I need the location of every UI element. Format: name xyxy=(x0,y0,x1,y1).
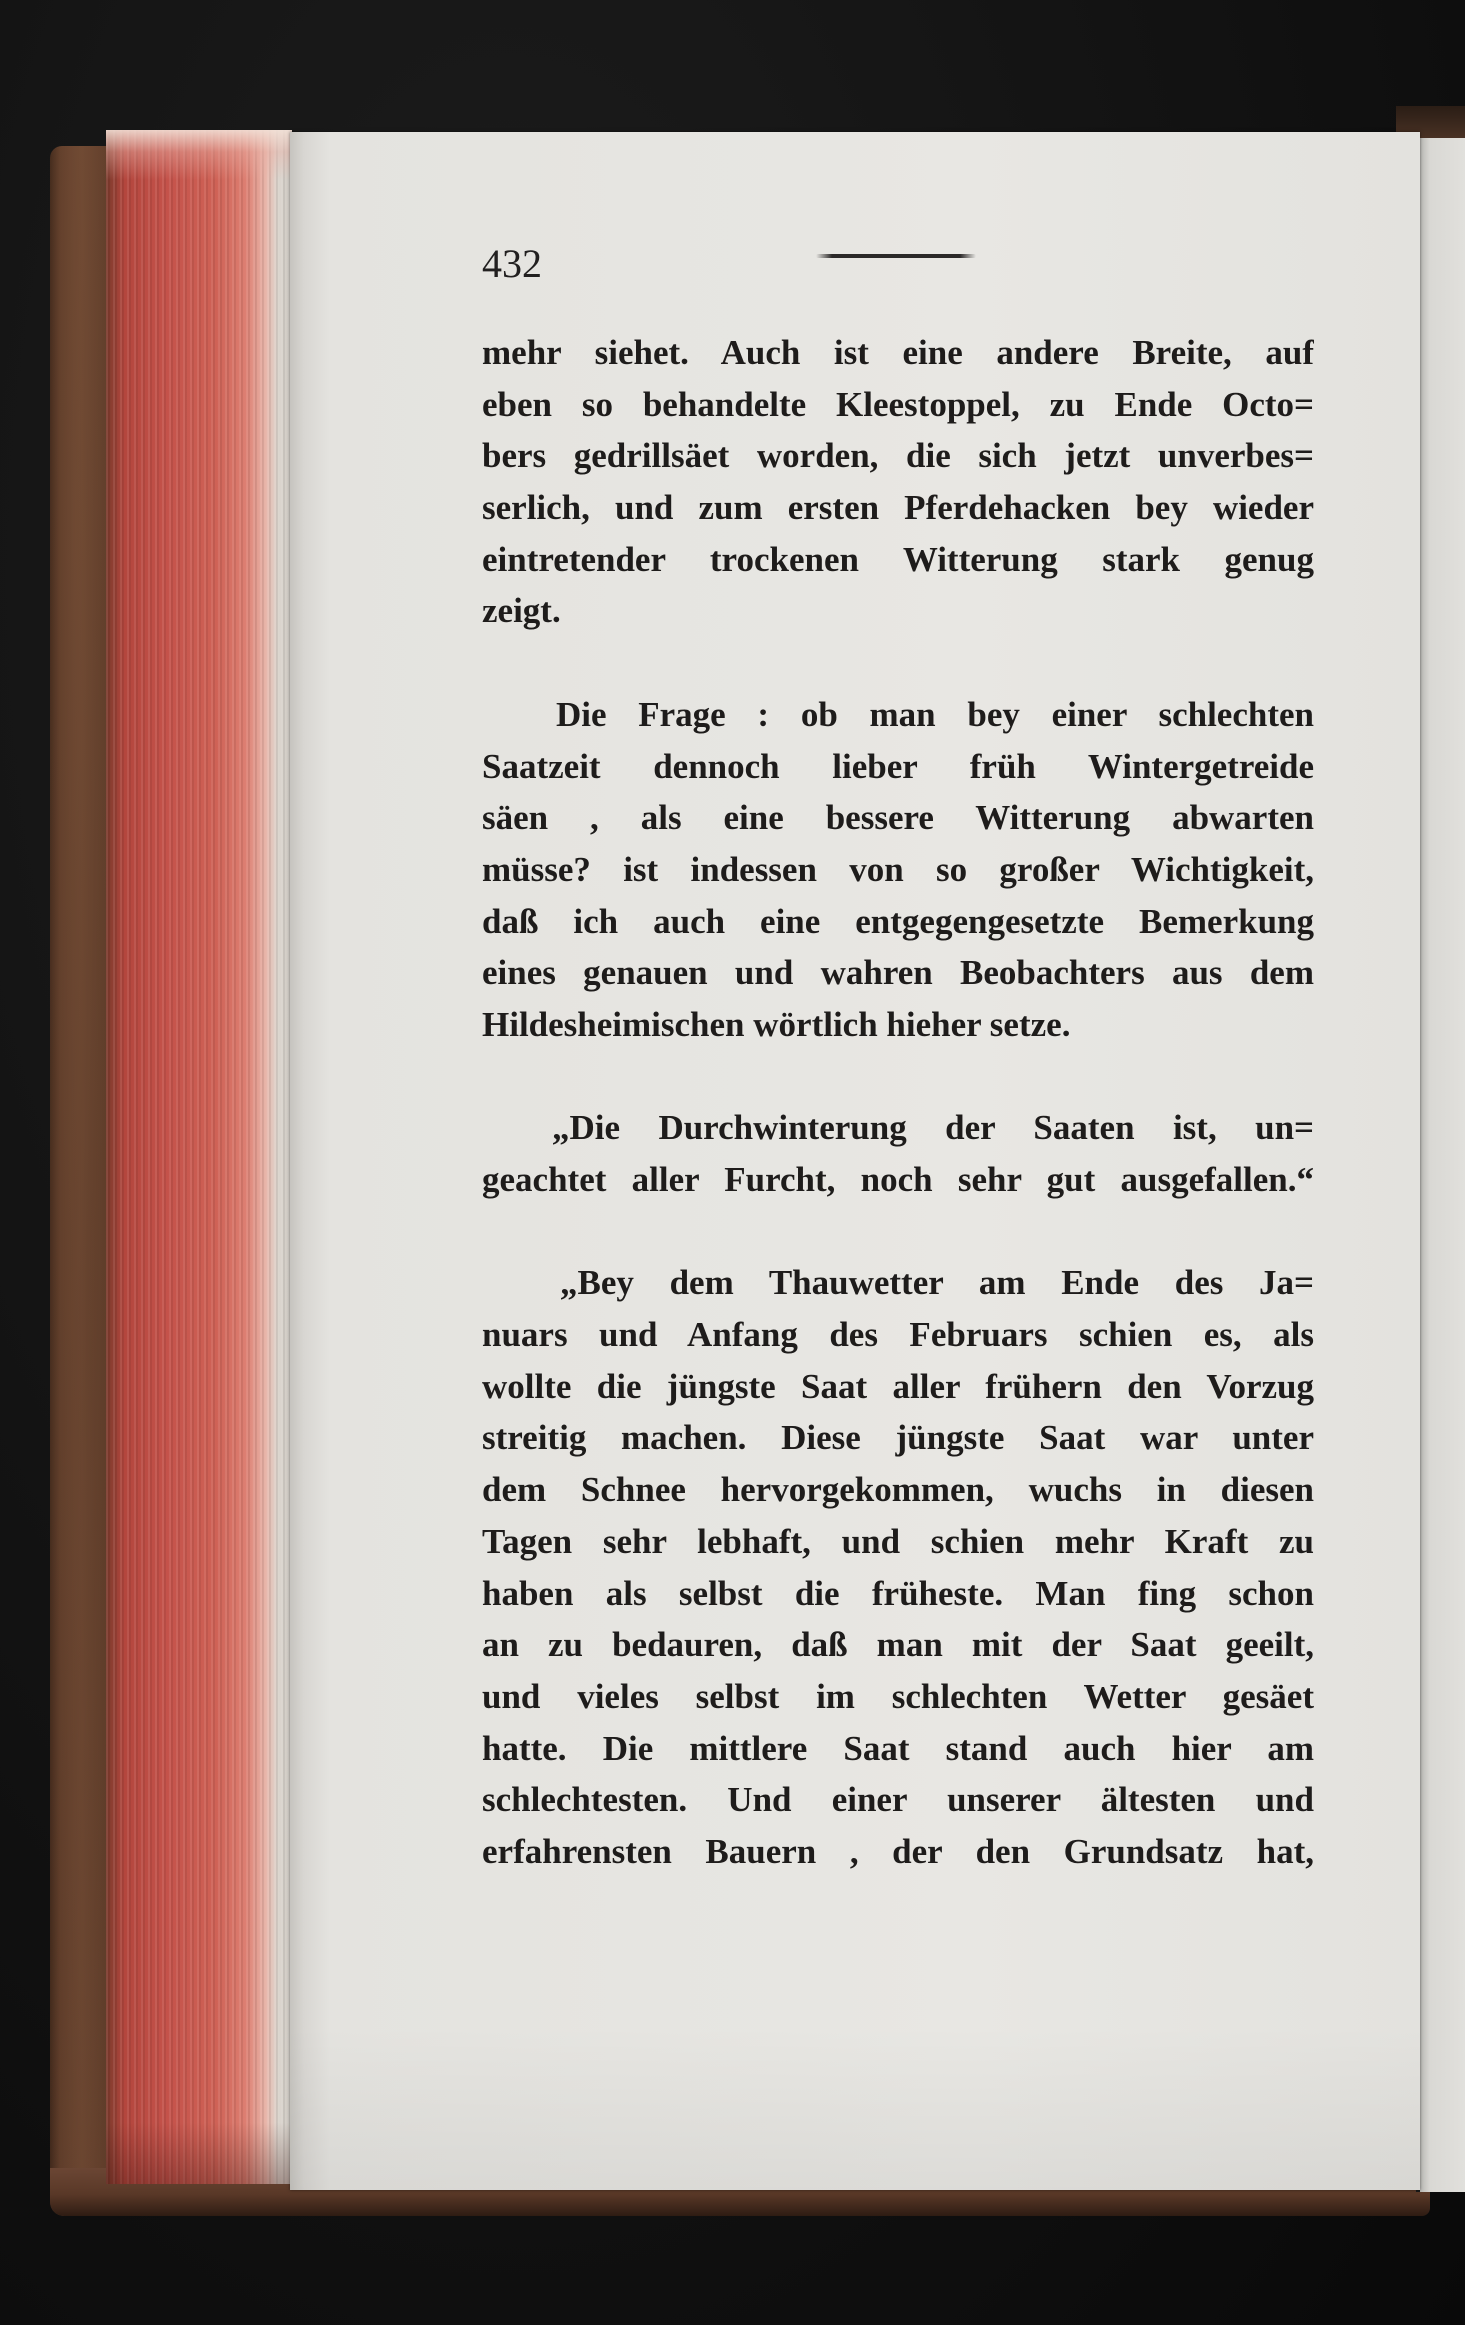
paragraph xyxy=(482,1102,1314,1205)
text-line: wollte die jüngste Saat aller frühern den Vorzug xyxy=(482,1366,1314,1406)
text-line: und vieles selbst im schlechten Wetter gesäet xyxy=(482,1676,1314,1716)
body-text xyxy=(482,327,1314,1878)
header-rule xyxy=(816,254,976,258)
text-line: erfahrensten Bauern , der den Grundsatz hat, xyxy=(482,1831,1314,1871)
text-line: Tagen sehr lebhaft, und schien mehr Kraft zu xyxy=(482,1521,1314,1561)
text-line: säen , als eine bessere Witterung abwarten xyxy=(482,798,1314,838)
text-line: serlich, und zum ersten Pferdehacken bey wieder xyxy=(482,488,1314,528)
page-number: 432 xyxy=(482,241,542,286)
text-line: Die Frage : ob man bey einer schlechten xyxy=(556,694,1314,734)
text-line: eintretender trockenen Witterung stark genug xyxy=(482,539,1314,579)
text-line: nuars und Anfang des Februars schien es, als xyxy=(482,1315,1314,1355)
text-line: Hildesheimischen wörtlich hieher setze. xyxy=(482,1004,1071,1044)
paragraph xyxy=(482,327,1314,637)
text-line: mehr siehet. Auch ist eine andere Breite, auf xyxy=(482,333,1314,372)
page-edges xyxy=(106,130,292,2184)
text-line: hatte. Die mittlere Saat stand auch hier am xyxy=(482,1728,1314,1768)
text-line: Saatzeit dennoch lieber früh Wintergetreide xyxy=(482,746,1314,786)
book-page xyxy=(290,132,1420,2190)
paragraph xyxy=(482,689,1314,1051)
text-line: bers gedrillsäet worden, die sich jetzt unverbes= xyxy=(482,436,1314,476)
text-line: eben so behandelte Kleestoppel, zu Ende Octo= xyxy=(482,384,1314,424)
text-line: müsse? ist indessen von so großer Wichtigkeit, xyxy=(482,849,1314,889)
text-line: an zu bedauren, daß man mit der Saat geeilt, xyxy=(482,1625,1314,1665)
text-line: haben als selbst die früheste. Man fing schon xyxy=(482,1573,1314,1613)
text-line: streitig machen. Diese jüngste Saat war unter xyxy=(482,1418,1314,1458)
text-line: „Die Durchwinterung der Saaten ist, un= xyxy=(552,1108,1314,1148)
paragraph xyxy=(482,1257,1314,1877)
text-line: dem Schnee hervorgekommen, wuchs in diesen xyxy=(482,1470,1314,1510)
text-line: daß ich auch eine entgegengesetzte Bemerkung xyxy=(482,901,1314,941)
text-line: eines genauen und wahren Beobachters aus dem xyxy=(482,953,1314,993)
text-line: geachtet aller Furcht, noch sehr gut ausgefallen.“ xyxy=(482,1160,1314,1199)
book-cover-left xyxy=(50,146,114,2216)
facing-page xyxy=(1416,138,1465,2192)
text-line: „Bey dem Thauwetter am Ende des Ja= xyxy=(560,1263,1314,1303)
text-line: zeigt. xyxy=(482,591,561,631)
text-line: schlechtesten. Und einer unserer ältesten und xyxy=(482,1780,1314,1820)
